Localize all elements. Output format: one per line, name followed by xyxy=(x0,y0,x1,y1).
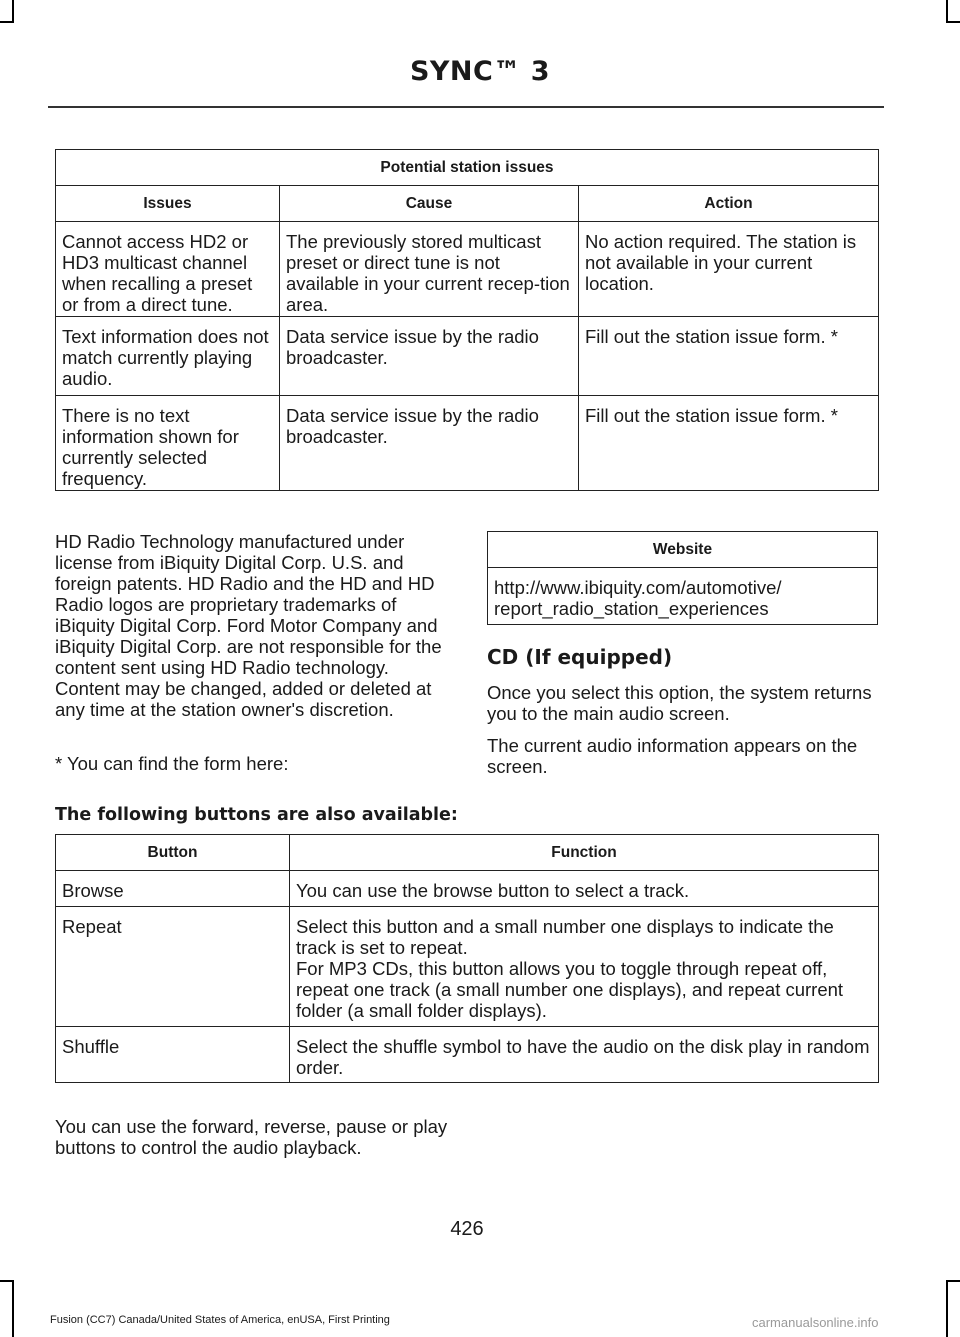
cause-cell: The previously stored multicast preset or direct tune is not available in your current recep-tion area. xyxy=(280,222,579,317)
station-issues-table xyxy=(55,149,879,491)
crop-mark-top-left-h xyxy=(0,21,14,23)
function-cell xyxy=(290,907,879,1027)
action-cell: Fill out the station issue form. * xyxy=(579,396,879,491)
footer-text: Fusion (CC7) Canada/United States of America, enUSA, First Printing xyxy=(50,1314,390,1326)
buttons-table xyxy=(55,834,879,1083)
issue-cell: Text information does not match currently playing audio. xyxy=(56,317,280,396)
crop-mark-top-right-h xyxy=(946,21,960,23)
section-title: SYNC™ 3 xyxy=(409,56,551,87)
crop-mark-bottom-right-v xyxy=(946,1280,948,1337)
table-row xyxy=(56,871,879,907)
column-header-issues: Issues xyxy=(56,186,280,222)
function-line: Select this button and a small number one displays to indicate the track is set to repeat. xyxy=(296,916,834,958)
cd-paragraph-1: Once you select this option, the system returns you to the main audio screen. xyxy=(487,682,872,724)
action-cell: Fill out the station issue form. * xyxy=(579,317,879,396)
column-header-button: Button xyxy=(56,835,290,871)
issue-cell: Cannot access HD2 or HD3 multicast channel when recalling a preset or from a direct tune. xyxy=(56,222,280,317)
crop-mark-bottom-left-v xyxy=(12,1280,14,1337)
station-issues-title: Potential station issues xyxy=(56,150,879,186)
watermark: carmanualsonline.info xyxy=(752,1315,879,1330)
crop-mark-top-right-v xyxy=(946,0,948,22)
button-cell: Browse xyxy=(56,871,290,907)
function-line: For MP3 CDs, this button allows you to toggle through repeat off, repeat one track (a small number one displays), and repeat current folder (a small folder displays). xyxy=(296,958,844,1021)
button-cell: Shuffle xyxy=(56,1027,290,1083)
table-row xyxy=(56,1027,879,1083)
table-row xyxy=(56,222,879,317)
cd-paragraph-2: The current audio information appears on the screen. xyxy=(487,735,858,777)
issue-cell: There is no text information shown for currently selected frequency. xyxy=(56,396,280,491)
license-paragraph: HD Radio Technology manufactured under license from iBiquity Digital Corp. U.S. and foreign patents. HD Radio and the HD and HD Radio logos are proprietary trademarks of iBiquity Digital Corp. Ford Motor Company and iBiquity Digital Corp. are not responsible for the content sent using HD Radio technology. Content may be changed, added or deleted at any time at the station owner's discretion. xyxy=(55,531,442,720)
cd-heading: CD (If equipped) xyxy=(487,645,673,669)
column-header-function: Function xyxy=(290,835,879,871)
crop-mark-bottom-left-h xyxy=(0,1280,14,1282)
table-row xyxy=(56,907,879,1027)
buttons-heading: The following buttons are also available: xyxy=(55,805,458,825)
action-cell: No action required. The station is not available in your current location. xyxy=(579,222,879,317)
website-table xyxy=(487,531,878,625)
column-header-cause: Cause xyxy=(280,186,579,222)
website-url-line1: http://www.ibiquity.com/automotive/ xyxy=(494,577,782,598)
cause-cell: Data service issue by the radio broadcaster. xyxy=(280,396,579,491)
website-url-line2: report_radio_station_experiences xyxy=(494,598,769,619)
crop-mark-bottom-right-h xyxy=(946,1280,960,1282)
website-url[interactable] xyxy=(488,568,878,625)
column-header-action: Action xyxy=(579,186,879,222)
form-note: * You can find the form here: xyxy=(55,753,289,774)
closing-paragraph: You can use the forward, reverse, pause or play buttons to control the audio playback. xyxy=(55,1116,448,1158)
cause-cell: Data service issue by the radio broadcaster. xyxy=(280,317,579,396)
table-row xyxy=(56,317,879,396)
function-cell: Select the shuffle symbol to have the audio on the disk play in random order. xyxy=(290,1027,879,1083)
website-header: Website xyxy=(488,532,878,568)
button-cell: Repeat xyxy=(56,907,290,1027)
table-row xyxy=(56,396,879,491)
page-number: 426 xyxy=(450,1218,484,1240)
crop-mark-top-left-v xyxy=(12,0,14,22)
header-rule xyxy=(48,106,884,108)
function-cell: You can use the browse button to select a track. xyxy=(290,871,879,907)
